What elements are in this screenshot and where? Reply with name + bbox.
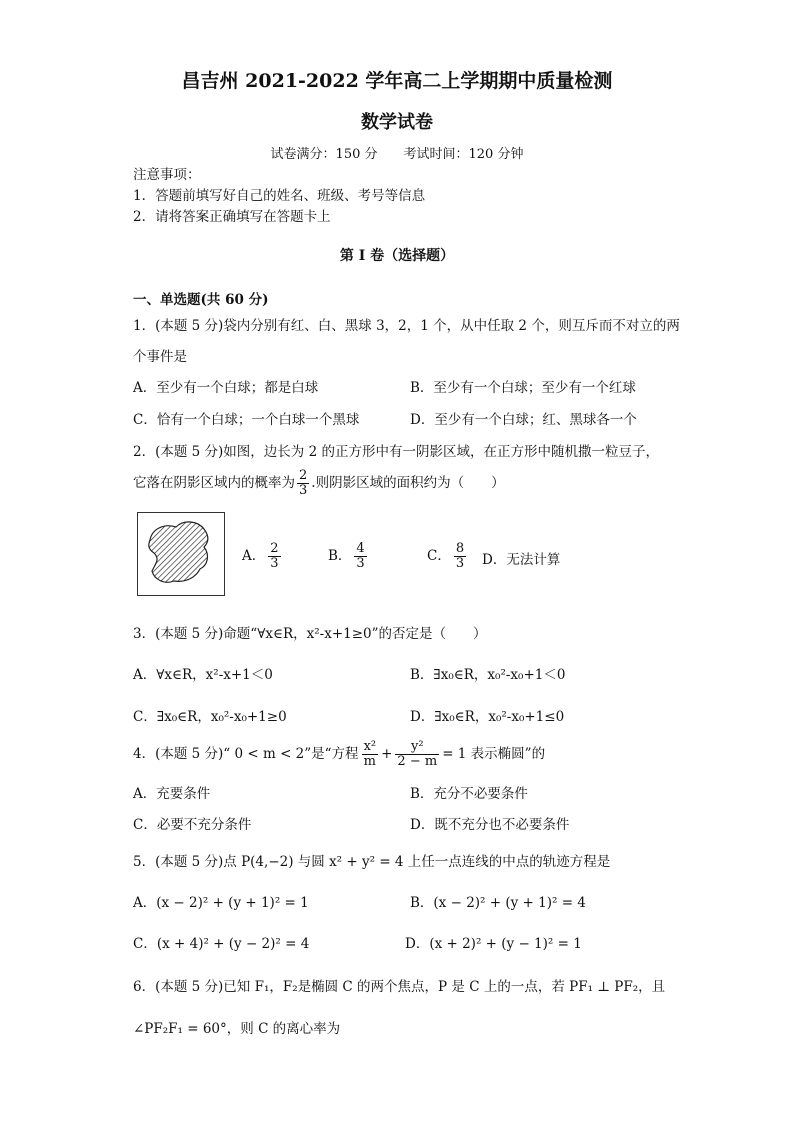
q2-option-d: D．无法计算 — [482, 552, 561, 568]
option-fraction — [454, 542, 466, 570]
q5-option-a: A．(x − 2)² + (y + 1)² = 1 — [133, 895, 309, 911]
shaded-region-icon — [138, 513, 224, 595]
q3-option-d: D．∃x₀∈R，x₀²-x₀+1≤0 — [410, 709, 565, 725]
option-label: B． — [328, 548, 352, 564]
q2-option-a — [242, 540, 284, 572]
q4-option-d: D．既不充分也不必要条件 — [410, 817, 570, 833]
frac-numerator: 8 — [455, 541, 465, 557]
notes-item-1: 1．答题前填写好自己的姓名、班级、考号等信息 — [133, 188, 426, 204]
q1-option-d: D．至少有一个白球；红、黑球各一个 — [410, 412, 637, 428]
frac-denominator: 3 — [455, 556, 465, 571]
q1-option-a: A．至少有一个白球；都是白球 — [133, 380, 319, 396]
q4-stem — [133, 737, 545, 771]
q1-line1: 1．(本题 5 分)袋内分别有红、白、黑球 3，2，1 个，从中任取 2 个，则互斥而不对立的两 — [133, 318, 680, 334]
plus-sign: + — [381, 746, 393, 762]
q4-option-a: A．充要条件 — [133, 786, 211, 802]
frac-denominator: 3 — [299, 483, 308, 498]
frac-numerator: 4 — [356, 541, 365, 557]
exam-meta: 试卷满分：150 分 考试时间：120 分钟 — [270, 147, 524, 162]
q3-option-a: A．∀x∈R，x²-x+1＜0 — [133, 667, 273, 683]
q1-option-b: B．至少有一个白球；至少有一个红球 — [410, 380, 636, 396]
section-title: 一、单选题(共 60 分) — [133, 292, 269, 308]
notes-heading: 注意事项： — [133, 167, 201, 183]
square-with-shaded-region-figure — [137, 512, 225, 596]
option-label: C． — [427, 548, 451, 564]
q2-option-c — [427, 540, 469, 572]
q4-stem-post: = 1 表示椭圆”的 — [442, 746, 546, 762]
q3-option-c: C．∃x₀∈R，x₀²-x₀+1≥0 — [133, 709, 287, 725]
frac-numerator: 2 — [270, 541, 279, 557]
frac-numerator: x² — [363, 739, 377, 755]
part-title: 第 I 卷（选择题） — [339, 248, 455, 264]
q2-line2 — [133, 468, 505, 498]
q6-line2: ∠PF₂F₁ = 60°，则 C 的离心率为 — [133, 1021, 341, 1037]
q5-stem: 5．(本题 5 分)点 P(4,−2) 与圆 x² + y² = 4 上任一点连线的中点的轨迹方程是 — [133, 854, 611, 870]
q2-line2-pre: 它落在阴影区域内的概率为 — [133, 475, 295, 491]
q2-line2-post: .则阴影区域的面积约为（ ） — [311, 475, 505, 491]
option-fraction — [268, 542, 280, 570]
frac-numerator: 2 — [299, 468, 308, 484]
q2-line1: 2．(本题 5 分)如图，边长为 2 的正方形中有一阴影区域，在正方形中随机撒一粒豆子， — [133, 444, 659, 460]
q4-option-b: B．充分不必要条件 — [410, 786, 528, 802]
frac-denominator: 3 — [356, 556, 365, 571]
notes-item-2: 2．请将答案正确填写在答题卡上 — [133, 209, 331, 225]
frac-denominator: 2 − m — [397, 754, 438, 769]
q3-option-b: B．∃x₀∈R，x₀²-x₀+1＜0 — [410, 667, 566, 683]
q2-option-b — [328, 540, 370, 572]
option-fraction — [354, 542, 366, 570]
exam-title: 昌吉州 2021-2022 学年高二上学期期中质量检测 — [181, 70, 613, 92]
q4-fraction-y — [395, 740, 439, 768]
q4-stem-pre: 4．(本题 5 分)“ 0 < m < 2”是“方程 — [133, 746, 359, 762]
q5-option-c: C．(x + 4)² + (y − 2)² = 4 — [133, 936, 310, 952]
frac-denominator: 3 — [270, 556, 279, 571]
q4-fraction-x — [362, 740, 379, 768]
q5-option-d: D．(x + 2)² + (y − 1)² = 1 — [405, 936, 582, 952]
q5-option-b: B．(x − 2)² + (y + 1)² = 4 — [410, 895, 586, 911]
frac-numerator: y² — [395, 740, 439, 755]
q4-option-c: C．必要不充分条件 — [133, 817, 252, 833]
q3-stem: 3．(本题 5 分)命题“∀x∈R，x²-x+1≥0”的否定是（ ） — [133, 626, 487, 642]
option-label: A． — [242, 548, 266, 564]
q1-option-c: C．恰有一个白球；一个白球一个黑球 — [133, 412, 360, 428]
q2-probability-fraction — [297, 469, 309, 497]
q1-line2: 个事件是 — [133, 349, 187, 365]
frac-denominator: m — [363, 754, 376, 769]
exam-subtitle: 数学试卷 — [361, 112, 433, 133]
q6-line1: 6．(本题 5 分)已知 F₁，F₂是椭圆 C 的两个焦点，P 是 C 上的一点，若 PF₁ ⊥ PF₂，且 — [133, 979, 666, 995]
